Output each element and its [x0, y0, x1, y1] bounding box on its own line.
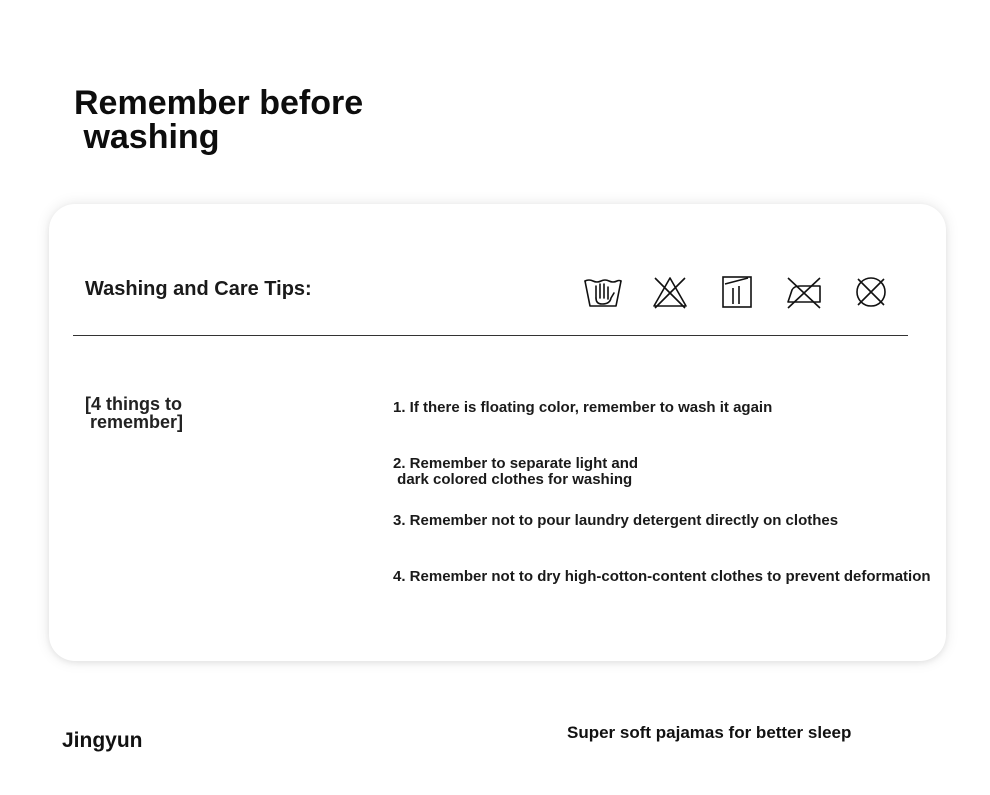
tip-item: 2. Remember to separate light and dark colored clothes for washing — [393, 455, 639, 488]
page-title: Remember before washing — [74, 84, 364, 156]
tip-item: 3. Remember not to pour laundry detergent directly on clothes — [393, 512, 839, 529]
things-to-remember-title: [4 things to remember] — [85, 394, 184, 432]
brand-name: Jingyun — [62, 729, 143, 752]
tip-item: 1. If there is floating color, remember to wash it again — [393, 399, 773, 416]
do-not-iron-icon — [784, 274, 824, 310]
do-not-tumble-dry-icon — [851, 274, 891, 310]
slogan: Super soft pajamas for better sleep — [567, 723, 852, 742]
care-tips-title: Washing and Care Tips: — [85, 278, 312, 300]
tip-item: 4. Remember not to dry high-cotton-content clothes to prevent deformation — [393, 568, 931, 585]
hand-wash-icon — [583, 274, 623, 310]
divider — [73, 335, 908, 336]
do-not-bleach-icon — [650, 274, 690, 310]
care-card — [49, 204, 946, 661]
drip-dry-icon — [717, 274, 757, 310]
